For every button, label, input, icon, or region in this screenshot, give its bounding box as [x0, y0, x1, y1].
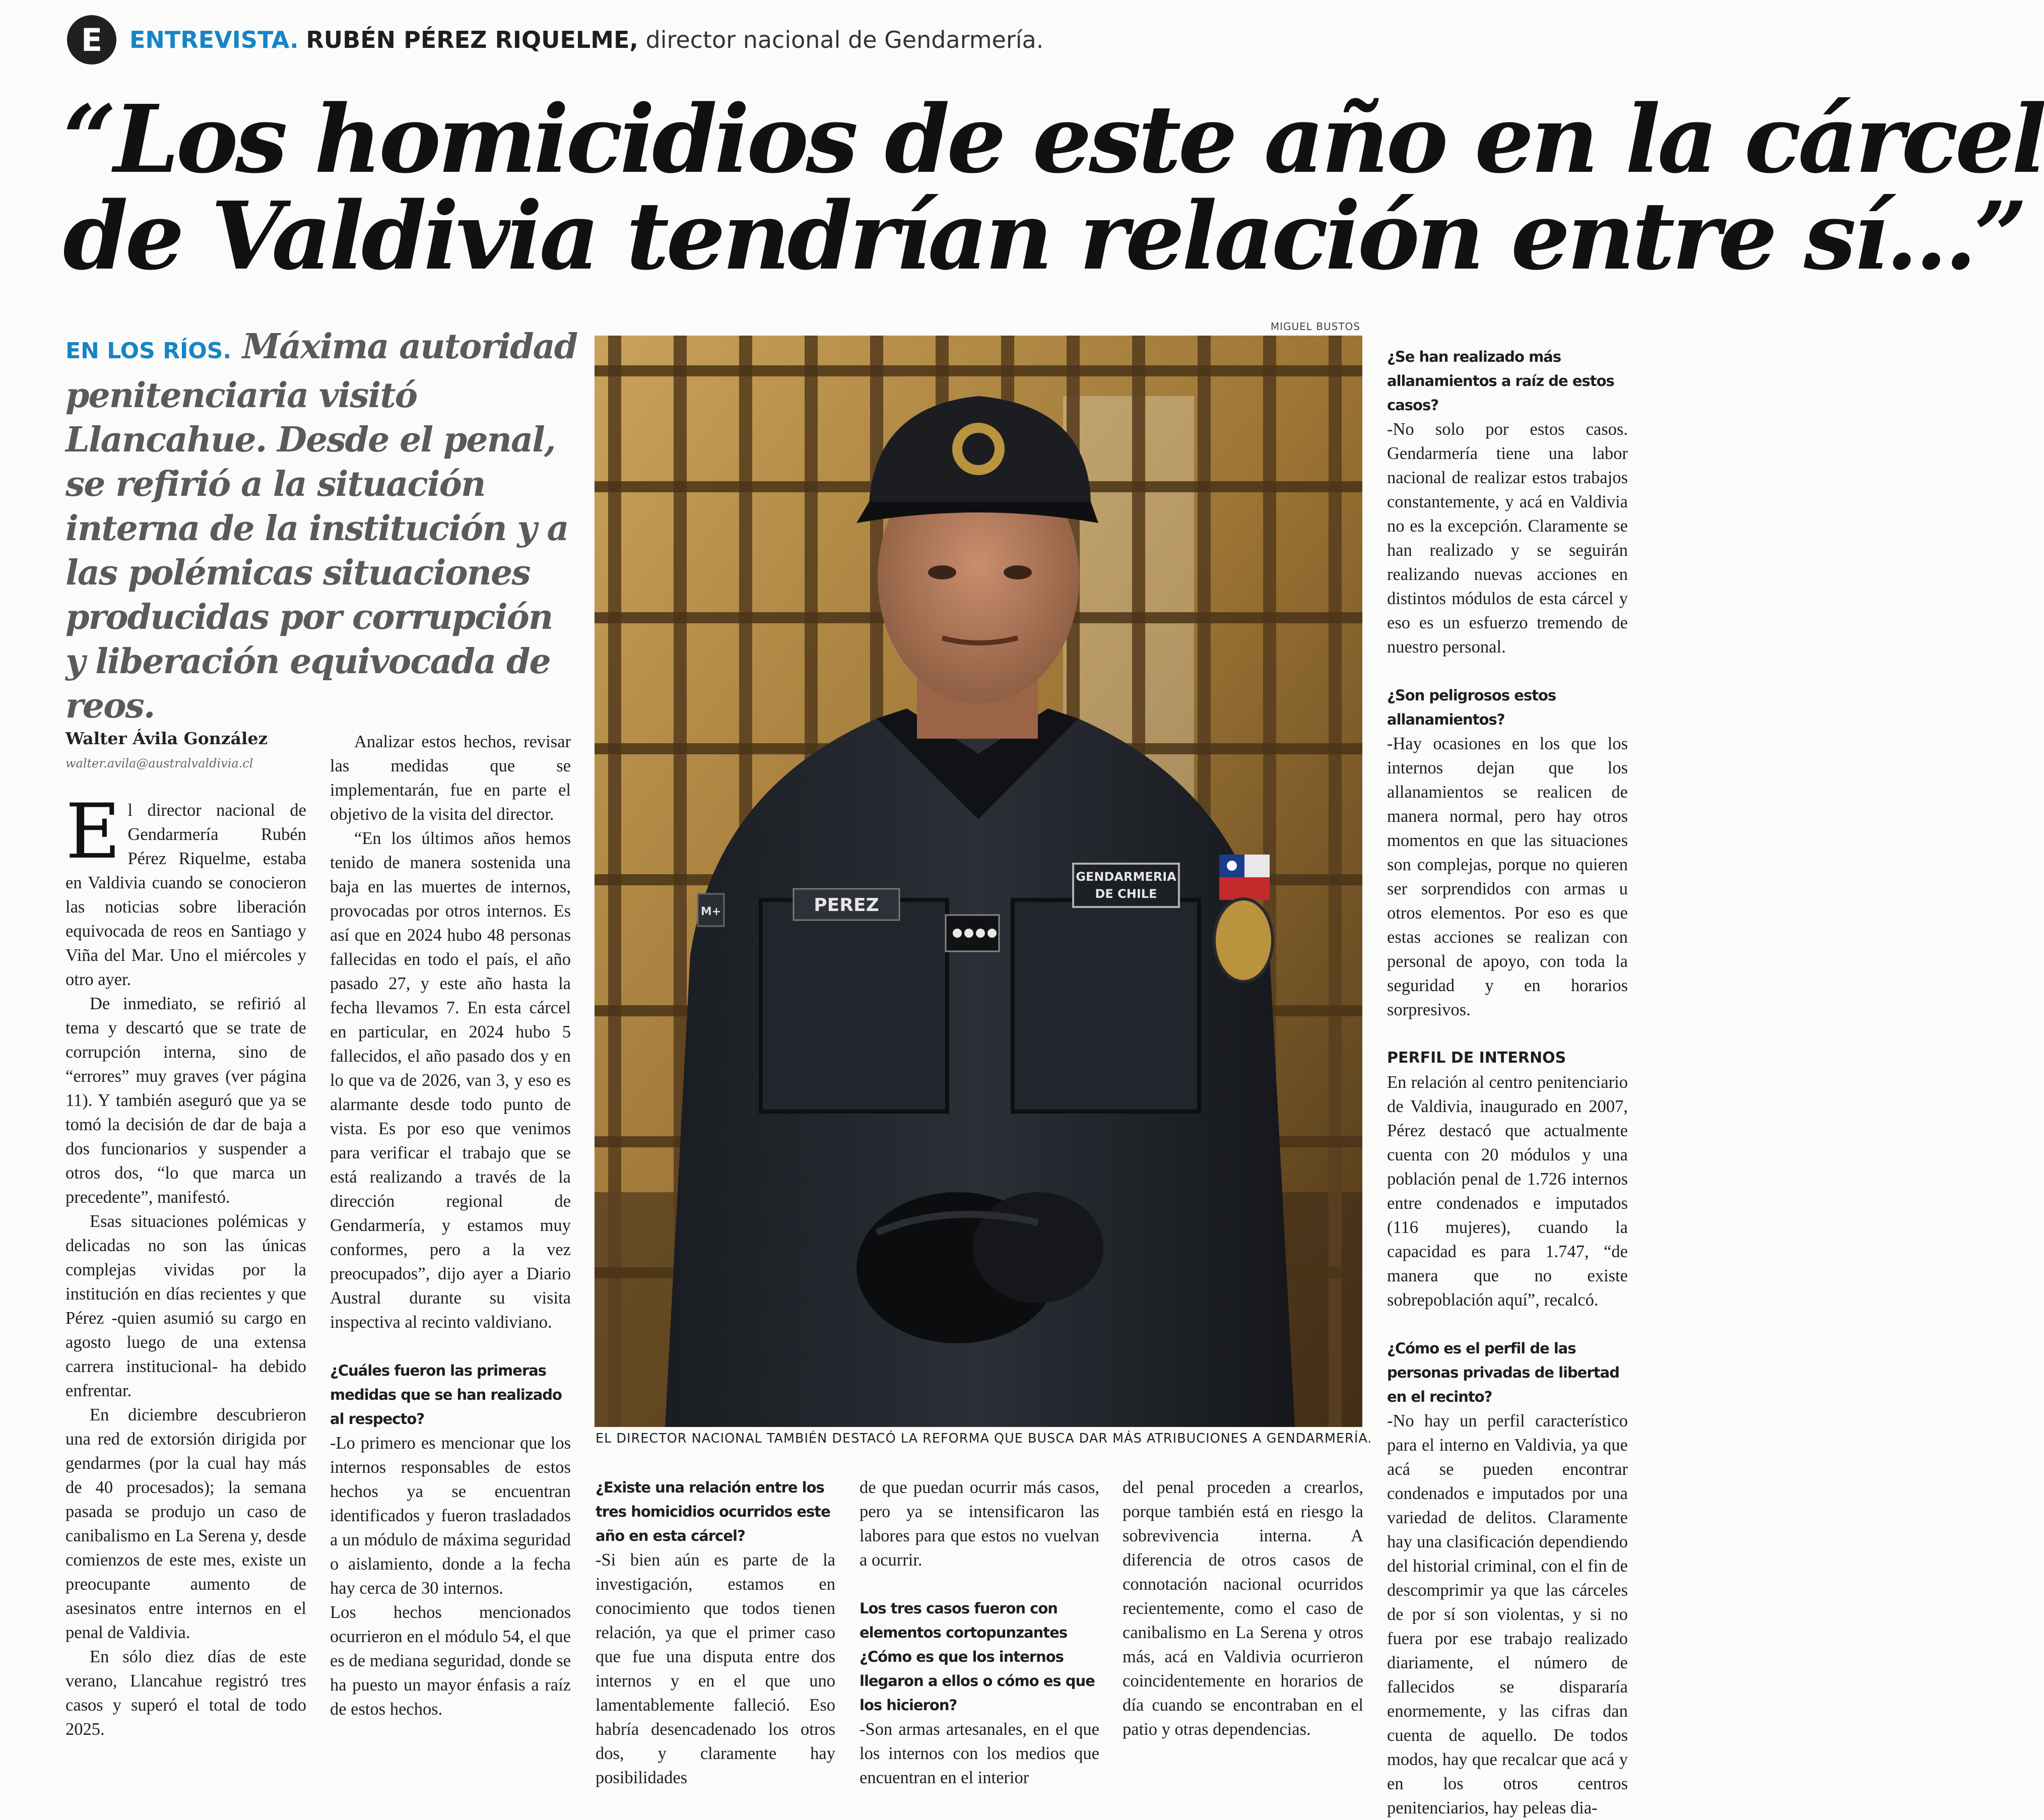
section-badge: E — [67, 15, 116, 64]
byline-email: walter.avila@australvaldivia.cl — [65, 756, 253, 770]
body-column-6 — [1387, 345, 1628, 1820]
body-column-1 — [65, 788, 306, 1741]
interview-question: ¿Cuáles fueron las primeras medidas que se han realizado al respecto? — [330, 1362, 562, 1427]
interview-answer: -Son armas artesanales, en el que los internos con los medios que encuentran en el interior — [860, 1720, 1099, 1787]
photo-caption: EL DIRECTOR NACIONAL TAMBIÉN DESTACÓ LA REFORMA QUE BUSCA DAR MÁS ATRIBUCIONES A GENDARMERÍA. — [596, 1431, 1372, 1446]
interview-answer: del penal proceden a crearlos, porque también está en riesgo la sobrevivencia interna. A diferencia de otros casos de connotación nacional ocurridos recientemente, como el caso de canibalismo en La Serena y otros más, acá en Valdivia ocurrieron coincidentemente en horarios de día cuando se encontraban en el patio y otras dependencias. — [1123, 1478, 1363, 1739]
kicker-name: RUBÉN PÉREZ RIQUELME, — [306, 26, 638, 53]
lead-text: Máxima autoridad penitenciaria visitó Llancahue. Desde el penal, se refirió a la situación interna de la institución y a las polémicas situaciones producidas por corrupción y liberación equivocada de reos. — [65, 327, 577, 726]
interview-question: ¿Son peligrosos estos allanamientos? — [1387, 687, 1556, 728]
kicker-section: ENTREVISTA. — [129, 26, 299, 53]
body-column-2 — [330, 730, 571, 1721]
interview-answer: -No solo por estos casos. Gendarmería tiene una labor nacional de realizar estos trabajos constantemente, y acá en Valdivia no es la excepción. Claramente se han realizado y se seguirán realizando nuevas acciones en distintos módulos de esta cárcel y eso es un esfuerzo tremendo de nuestro personal. — [1387, 420, 1628, 657]
paragraph-text: l director nacional de Gendarmería Rubén Pérez Riquelme, estaba en Valdivia cuando se conocieron las noticias sobre liberación equivocada de reos en Santiago y Viña del Mar. Uno el miércoles y otro ayer. — [65, 801, 306, 989]
interview-question: ¿Cómo es el perfil de las personas privadas de libertad en el recinto? — [1387, 1340, 1619, 1405]
body-column-5 — [1123, 1475, 1363, 1741]
byline-author: Walter Ávila González — [65, 729, 268, 748]
interview-answer: -Hay ocasiones en los que los internos dejan que los allanamientos se realicen de manera normal, pero hay otros momentos en que las situaciones son complejas, porque no quieren ser sorprendidos con armas u otros elementos. Por eso es que estas acciones se realizan con personal de apoyo, con toda la seguridad y en horarios sorpresivos. — [1387, 734, 1628, 1019]
interview-answer: Los hechos mencionados ocurrieron en el módulo 54, el que es de mediana seguridad, donde se ha puesto un mayor énfasis a raíz de estos hechos. — [330, 1603, 571, 1719]
interview-answer: -No hay un perfil característico para el interno en Valdivia, ya que acá se pueden encontrar condenados e imputados por una variedad de delitos. Claramente hay una clasificación dependiendo del historial criminal, con el fin de descomprimir ya que las cárceles de por sí son violentas, y si no fuera por ese trabajo realizado diariamente, el número de fallecidos se dispararía enormemente, y las cifras dan cuenta de aquello. De todos modos, hay que recalcar que acá y en los otros centros penitenciarios, hay peleas dia- — [1387, 1411, 1628, 1817]
headline — [63, 84, 2044, 291]
lead-paragraph — [65, 324, 579, 728]
interview-answer: de que puedan ocurrir más casos, pero ya se intensificaron las labores para que estos no vuelvan a ocurrir. — [860, 1478, 1099, 1570]
body-paragraph: De inmediato, se refirió al tema y descartó que se trate de corrupción interna, sino de “errores” muy graves (ver página 11). Y también aseguró que ya se tomó la decisión de dar de baja a dos funcionarios y suspender a otros dos, “lo que marca un precedente”, manifestó. — [65, 994, 306, 1207]
interview-answer: -Lo primero es mencionar que los internos responsables de estos hechos ya se encuentran identificados y fueron trasladados a un módulo de máxima seguridad o aislamiento, donde a la fecha hay cerca de 30 internos. — [330, 1434, 571, 1598]
body-paragraph: “En los últimos años hemos tenido de manera sostenida una baja en las muertes de internos, provocadas por otros internos. Es así que en 2024 hubo 48 personas fallecidas en todo el país, el año pasado 27, y este año hasta la fecha llevamos 7. En esta cárcel en particular, en 2024 hubo 5 fallecidos, el año pasado dos y en lo que va de 2026, van 3, y eso es alarmante desde todo punto de vista. Es por eso que venimos para verificar el trabajo que se está realizando a través de la dirección regional de Gendarmería, y estamos muy conformes, pero a la vez preocupados”, dijo ayer a Diario Austral durante su visita inspectiva al recinto valdiviano. — [330, 829, 571, 1332]
drop-cap: E — [65, 788, 121, 876]
sleeve-label: M+ — [700, 905, 721, 918]
interview-question: Los tres casos fueron con elementos cortopunzantes ¿Cómo es que los internos llegaron a ellos o cómo es que los hicieron? — [860, 1600, 1095, 1714]
body-paragraph: Esas situaciones polémicas y delicadas no son las únicas complejas vividas por la institución en días recientes y que Pérez -quien asumió su cargo en agosto luego de una extensa carrera institucional- ha debido enfrentar. — [65, 1212, 306, 1400]
photo-illustration — [595, 336, 1362, 1427]
patch-text-line-2: DE CHILE — [1095, 887, 1157, 901]
body-paragraph: En sólo diez días de este verano, Llancahue registró tres casos y superó el total de todo 2025. — [65, 1647, 306, 1739]
headline-line-1: “Los homicidios de este año en la cárcel — [63, 84, 2044, 194]
patch-text-line-1: GENDARMERIA — [1076, 870, 1176, 884]
body-paragraph: Analizar estos hechos, revisar las medidas que se implementarán, fue en parte el objetivo de la visita del director. — [330, 732, 571, 824]
kicker-role: director nacional de Gendarmería. — [645, 26, 1044, 53]
photo-credit: MIGUEL BUSTOS — [1270, 320, 1360, 333]
lead-tag: EN LOS RÍOS. — [65, 338, 232, 364]
interview-question: ¿Se han realizado más allanamientos a raíz de estos casos? — [1387, 348, 1614, 414]
byline — [65, 729, 327, 770]
kicker-text — [129, 28, 1043, 51]
body-paragraph: En relación al centro penitenciario de Valdivia, inaugurado en 2007, Pérez destacó que actualmente cuenta con 20 módulos y una población penal de 1.726 internos entre condenados e imputados (116 mujeres), cuando la capacidad es para 1.747, “de manera que no existe sobrepoblación aquí”, recalcó. — [1387, 1073, 1628, 1310]
body-column-4 — [860, 1475, 1099, 1790]
interview-answer: -Si bien aún es parte de la investigación, estamos en conocimiento que todos tienen relación, ya que el primer caso que fue una disputa entre dos internos y en el que uno lamentablemente falleció. Eso habría desencadenado los otros dos, y claramente hay posibilidades — [596, 1550, 835, 1787]
section-heading: PERFIL DE INTERNOS — [1387, 1049, 1566, 1067]
body-paragraph — [65, 788, 306, 992]
kicker — [67, 12, 1043, 68]
body-paragraph: En diciembre descubrieron una red de extorsión dirigida por gendarmes (por la cual hay más de 40 procesados); la semana pasada se produjo un caso de canibalismo en La Serena y, desde comienzos de este mes, existe un preocupante aumento de asesinatos entre internos en el penal de Valdivia. — [65, 1405, 306, 1642]
body-column-3 — [596, 1475, 835, 1790]
headline-line-2: de Valdivia tendrían relación entre sí...” — [63, 181, 2025, 291]
interview-question: ¿Existe una relación entre los tres homicidios ocurridos este año en esta cárcel? — [596, 1479, 830, 1544]
portrait-photo — [595, 336, 1362, 1427]
name-tag-text: PEREZ — [814, 895, 879, 916]
